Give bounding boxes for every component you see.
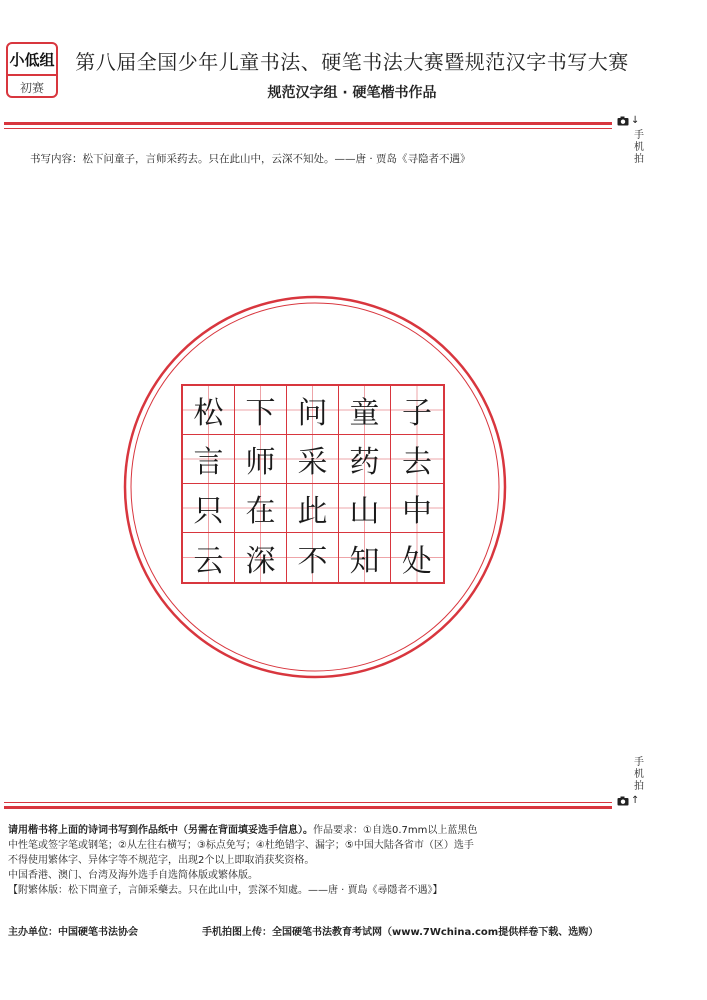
instructions-line: 中性笔或签字笔或钢笔；②从左往右横写；③标点免写；④杜绝错字、漏字；⑤中国大陆各省市（区）选手 bbox=[8, 840, 474, 851]
grid-cell: 不 bbox=[287, 533, 339, 582]
page-subtitle: 规范汉字组 · 硬笔楷书作品 bbox=[267, 85, 437, 101]
header-rule-thin bbox=[4, 128, 612, 129]
footer-rule-thin bbox=[4, 802, 612, 803]
grid-cell: 此 bbox=[287, 484, 339, 533]
grid-cell: 深 bbox=[235, 533, 287, 582]
grid-cell: 问 bbox=[287, 386, 339, 435]
camera-icon bbox=[617, 116, 629, 126]
top-photo-mark bbox=[617, 115, 639, 126]
instructions-traditional: 【附繁体版：松下問童子，言師采藥去。只在此山中，雲深不知處。——唐 · 賈島《尋隱者不遇》】 bbox=[8, 885, 443, 896]
group-badge bbox=[6, 42, 58, 98]
down-arrow-icon: ↓ bbox=[631, 115, 640, 126]
grid-cell: 云 bbox=[183, 533, 235, 582]
group-label: 小低组 bbox=[8, 44, 56, 76]
grid-cell: 下 bbox=[235, 386, 287, 435]
instructions-requirement: 作品要求：①自选0.7mm以上蓝黑色 bbox=[313, 825, 478, 836]
writing-grid bbox=[181, 384, 445, 584]
grid-cell: 师 bbox=[235, 435, 287, 484]
grid-cell: 采 bbox=[287, 435, 339, 484]
header-rule-thick bbox=[4, 122, 612, 125]
grid-cell: 中 bbox=[391, 484, 443, 533]
up-arrow-icon: ↑ bbox=[631, 795, 640, 806]
grid-cell: 山 bbox=[339, 484, 391, 533]
bottom-photo-mark bbox=[617, 795, 639, 806]
grid-cell: 处 bbox=[391, 533, 443, 582]
instructions-line: 不得使用繁体字、异体字等不规范字，出现2个以上即取消获奖资格。 bbox=[8, 855, 315, 866]
grid-cell: 去 bbox=[391, 435, 443, 484]
camera-icon bbox=[617, 796, 629, 806]
footer-rule-thick bbox=[4, 806, 612, 809]
instructions-line: 中国香港、澳门、台湾及海外选手自选简体版或繁体版。 bbox=[8, 870, 258, 881]
bottom-photo-label: 手机拍 bbox=[634, 757, 644, 792]
writing-content: 书写内容：松下问童子，言师采药去。只在此山中，云深不知处。——唐 · 贾岛《寻隐者不遇》 bbox=[30, 153, 471, 165]
top-photo-label: 手机拍 bbox=[634, 130, 644, 165]
instructions-lead: 请用楷书将上面的诗词书写到作品纸中（另需在背面填妥选手信息）。 bbox=[8, 825, 313, 836]
grid-cell: 药 bbox=[339, 435, 391, 484]
grid-cell: 知 bbox=[339, 533, 391, 582]
grid-cell: 言 bbox=[183, 435, 235, 484]
instructions bbox=[8, 823, 648, 898]
grid-cell: 只 bbox=[183, 484, 235, 533]
grid-cell: 松 bbox=[183, 386, 235, 435]
grid-cell: 童 bbox=[339, 386, 391, 435]
page-title: 第八届全国少年儿童书法、硬笔书法大赛暨规范汉字书写大赛 bbox=[75, 50, 629, 74]
grid-cell: 子 bbox=[391, 386, 443, 435]
stage-label: 初赛 bbox=[19, 80, 44, 95]
organizer: 主办单位：中国硬笔书法协会 bbox=[8, 927, 138, 938]
grid-cell: 在 bbox=[235, 484, 287, 533]
upload-info: 手机拍图上传：全国硬笔书法教育考试网（www.7Wchina.com提供样卷下载、选购） bbox=[202, 927, 599, 938]
